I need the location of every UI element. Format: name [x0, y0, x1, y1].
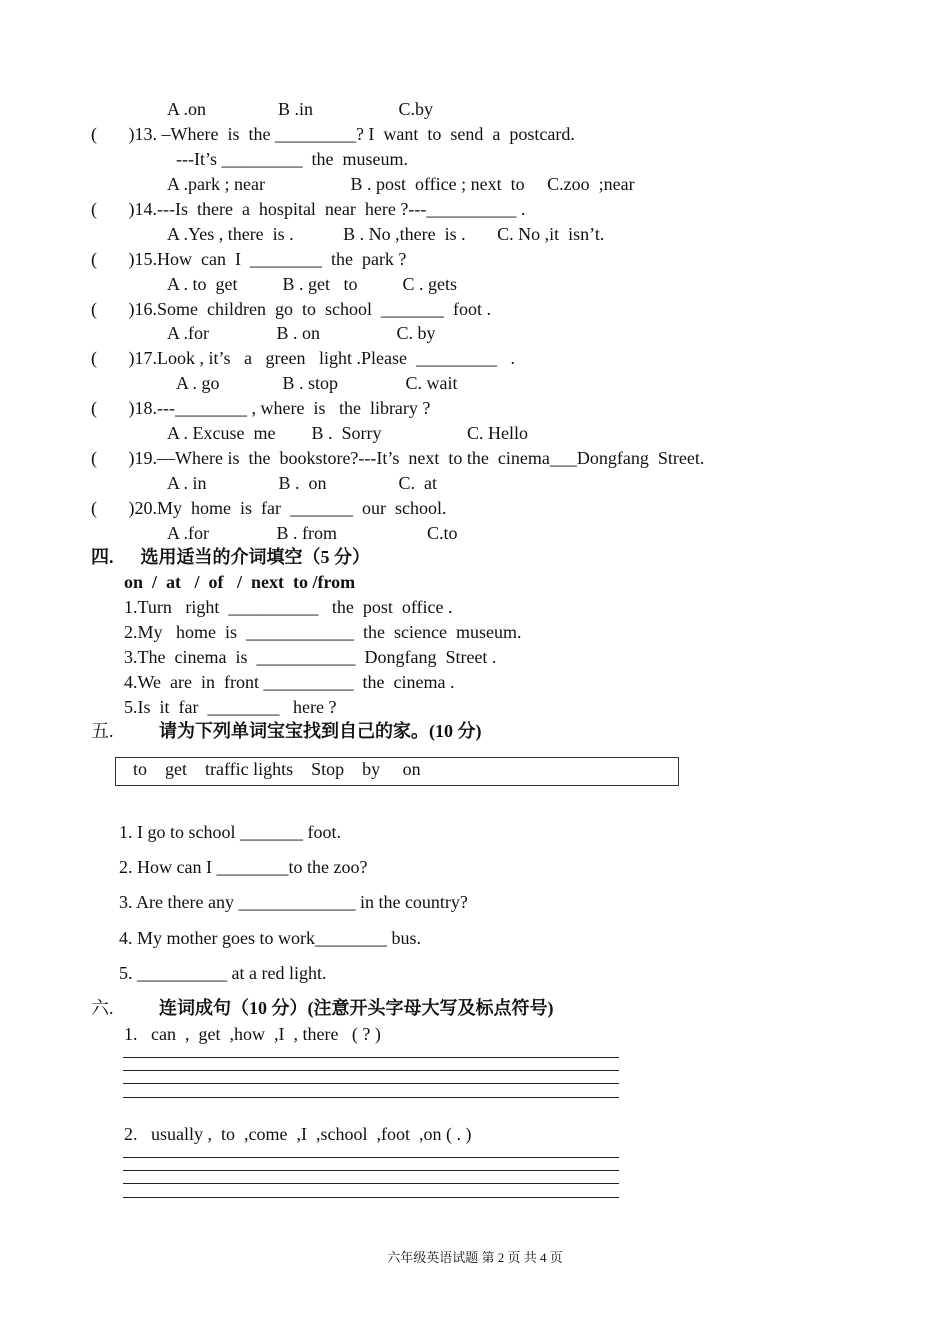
answer-line: [123, 1083, 619, 1084]
q13-options: A .park ; near B . post office ; next to C.zoo ;near: [167, 174, 635, 194]
q15-stem: ( )15.How can I ________ the park ?: [91, 249, 407, 269]
section5-item: 3. Are there any _____________ in the country?: [119, 892, 468, 912]
section5-item: 4. My mother goes to work________ bus.: [119, 928, 421, 948]
section6-number: 六.: [91, 998, 114, 1018]
q20-options: A .for B . from C.to: [167, 523, 458, 543]
word-box-words: to get traffic lights Stop by on: [133, 759, 421, 779]
section6-item: 1. can , get ,how ,I , there ( ? ): [124, 1024, 381, 1044]
q14-stem: ( )14.---Is there a hospital near here ?---__________ .: [91, 199, 526, 219]
q20-stem: ( )20.My home is far _______ our school.: [91, 498, 447, 518]
answer-line: [123, 1070, 619, 1071]
q16-stem: ( )16.Some children go to school _______ foot .: [91, 299, 491, 319]
q12-options: A .on B .in C.by: [167, 99, 434, 119]
q18-options: A . Excuse me B . Sorry C. Hello: [167, 423, 528, 443]
page-footer: 六年级英语试题 第 2 页 共 4 页: [387, 1250, 563, 1265]
section5-item: 2. How can I ________to the zoo?: [119, 857, 368, 877]
section4-word-bank: on / at / of / next to /from: [124, 572, 356, 592]
answer-line: [123, 1183, 619, 1184]
q14-options: A .Yes , there is . B . No ,there is . C. No ,it isn’t.: [167, 224, 605, 244]
q17-options: A . go B . stop C. wait: [176, 373, 458, 393]
section6-item: 2. usually , to ,come ,I ,school ,foot ,on ( . ): [124, 1124, 472, 1144]
answer-line: [123, 1057, 619, 1058]
answer-line: [123, 1170, 619, 1171]
q13-answer-line: ---It’s _________ the museum.: [176, 149, 408, 169]
section4-item: 2.My home is ____________ the science museum.: [124, 622, 522, 642]
section4-item: 3.The cinema is ___________ Dongfang Street .: [124, 647, 497, 667]
section6-heading: 连词成句（10 分）(注意开头字母大写及标点符号): [159, 998, 554, 1018]
q17-stem: ( )17.Look , it’s a green light .Please _________ .: [91, 348, 515, 368]
section5-number: 五.: [91, 721, 114, 741]
section4-heading: 四. 选用适当的介词填空（5 分）: [91, 547, 370, 567]
section4-item: 5.Is it far ________ here ?: [124, 697, 337, 717]
q19-options: A . in B . on C. at: [167, 473, 438, 493]
q15-options: A . to get B . get to C . gets: [167, 274, 457, 294]
q16-options: A .for B . on C. by: [167, 323, 436, 343]
section5-item: 5. __________ at a red light.: [119, 963, 327, 983]
answer-line: [123, 1097, 619, 1098]
section4-item: 1.Turn right __________ the post office .: [124, 597, 453, 617]
q13-stem: ( )13. –Where is the _________? I want to send a postcard.: [91, 124, 575, 144]
section4-item: 4.We are in front __________ the cinema .: [124, 672, 455, 692]
section5-item: 1. I go to school _______ foot.: [119, 822, 341, 842]
answer-line: [123, 1197, 619, 1198]
q18-stem: ( )18.---________ , where is the library ?: [91, 398, 431, 418]
section5-heading: 请为下列单词宝宝找到自己的家。(10 分): [159, 721, 482, 741]
answer-line: [123, 1157, 619, 1158]
q19-stem: ( )19.—Where is the bookstore?---It’s next to the cinema___Dongfang Street.: [91, 448, 705, 468]
